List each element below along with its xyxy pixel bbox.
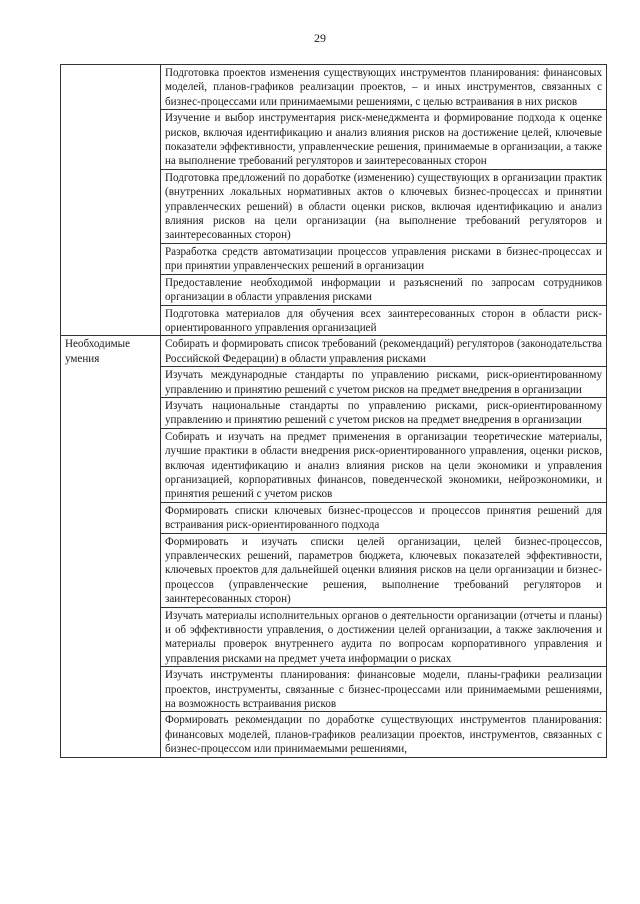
section-label-skills: Необходимые умения [61, 336, 161, 757]
action-item: Разработка средств автоматизации процессов управления рисками в бизнес-процессах и при принятии управленческих решений в организации [161, 243, 607, 274]
skill-item: Изучать инструменты планирования: финансовые модели, планы-графики реализации проектов, инструменты, связанные с бизнес-процессами или принимаемыми решениями, на возможность встраивания рисков [161, 667, 607, 712]
action-item: Предоставление необходимой информации и разъяснений по запросам сотрудников организации в области управления рисками [161, 274, 607, 305]
action-item: Подготовка материалов для обучения всех заинтересованных сторон в области риск-ориентированного управления организацией [161, 305, 607, 336]
action-item: Подготовка проектов изменения существующих инструментов планирования: финансовых моделей, планов-графиков реализации проектов, – и иных инструментов, связанных с бизнес-процессами или принимаемыми решениями, с целью встраивания в них рисков [161, 65, 607, 110]
skill-item: Изучать международные стандарты по управлению рисками, риск-ориентированному управлению и принятию решений с учетом рисков на предмет внедрения в организации [161, 367, 607, 398]
skill-item: Формировать рекомендации по доработке существующих инструментов планирования: финансовых моделей, планов-графиков реализации проектов, инструментов, связанных с бизнес-процессом или принимаемыми решениями, [161, 712, 607, 757]
competency-table [60, 64, 607, 758]
skill-item: Формировать списки ключевых бизнес-процессов и процессов принятия решений для встраивания риск-ориентированного подхода [161, 502, 607, 533]
table-row [61, 336, 607, 367]
section-label-actions [61, 65, 161, 336]
skill-item: Изучать национальные стандарты по управлению рисками, риск-ориентированному управлению и принятию решений с учетом рисков на предмет внедрения в организации [161, 397, 607, 428]
action-item: Изучение и выбор инструментария риск-менеджмента и формирование подхода к оценке рисков, включая идентификацию и анализ влияния рисков на достижение целей, ключевые показатели эффективности, управленческие решения, принимаемые в организации, а также на выполнение требований регуляторов и заинтересованных сторон [161, 110, 607, 170]
page-number: 29 [314, 31, 326, 45]
skill-item: Собирать и изучать на предмет применения в организации теоретические материалы, лучшие практики в области внедрения риск-ориентированного управления, оценки рисков, включая идентификацию и анализ влияния рисков на цели экономики и управления организацией, корпоративных финансов, поведенческой экономики, нейроэкономики, и принятия решений с учетом рисков [161, 428, 607, 502]
skill-item: Формировать и изучать списки целей организации, целей бизнес-процессов, управленческих решений, параметров бюджета, ключевых показателей эффективности, ключевых проектов для дальнейшей оценки влияния рисков на цели организации и бизнес-процессов (управленческие решения, выполнение требований регуляторов и заинтересованных сторон) [161, 533, 607, 607]
skill-item: Собирать и формировать список требований (рекомендаций) регуляторов (законодательства Российской Федерации) в области управления рисками [161, 336, 607, 367]
action-item: Подготовка предложений по доработке (изменению) существующих в организации практик (внутренних локальных нормативных актов о ключевых бизнес-процессах и принятии управленческих решений) в области оценки рисков, включая идентификацию и анализ влияния рисков на цели организации (на выполнение требований регуляторов и заинтересованных сторон) [161, 169, 607, 243]
table-row [61, 65, 607, 110]
skill-item: Изучать материалы исполнительных органов о деятельности организации (отчеты и планы) и об эффективности управления, о достижении целей организации, а также заключения и материалы проверок внутреннего аудита по вопросам корпоративного управления и управления рисками на предмет учета информации о рисках [161, 607, 607, 667]
